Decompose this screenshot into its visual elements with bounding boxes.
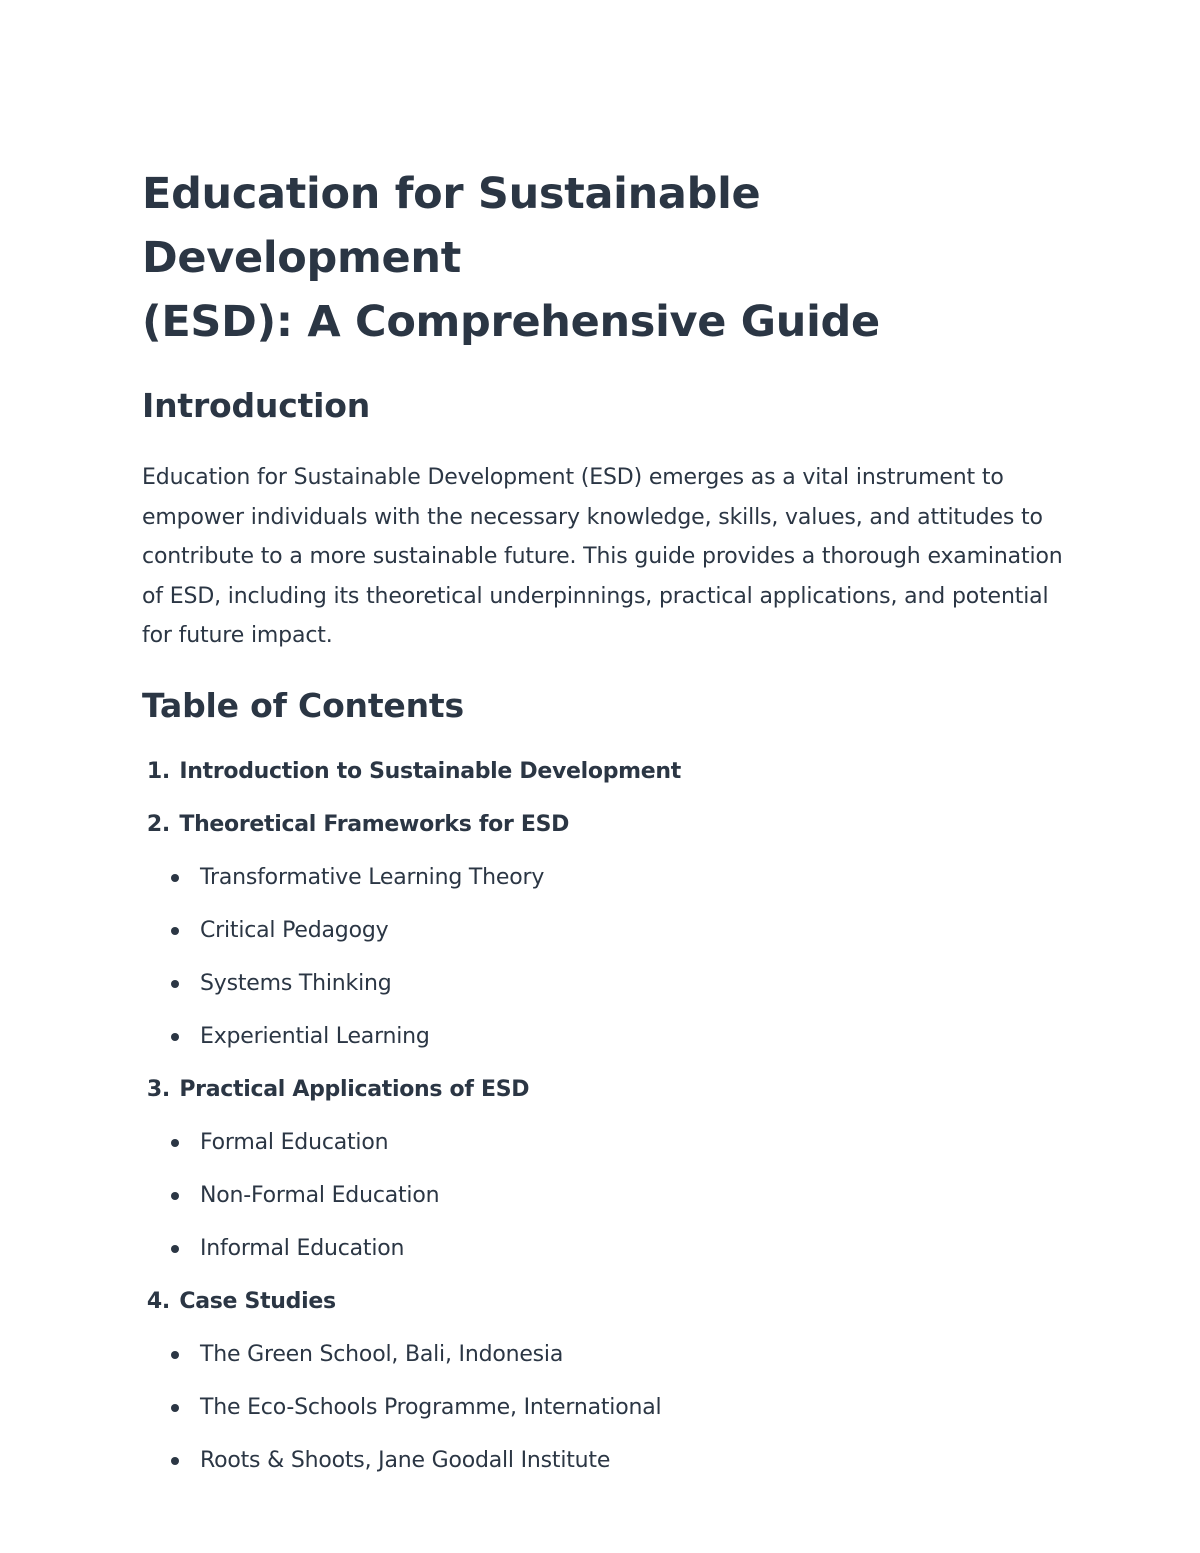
title-line-2: (ESD): A Comprehensive Guide xyxy=(142,297,880,347)
document-page xyxy=(142,162,1072,1496)
toc-sublist xyxy=(142,860,1072,1072)
toc-subitem-label: Roots & Shoots, Jane Goodall Institute xyxy=(200,1447,611,1473)
introduction-heading: Introduction xyxy=(142,386,371,425)
toc-subitem xyxy=(142,966,1072,1019)
bullet-icon xyxy=(171,874,179,882)
bullet-icon xyxy=(171,1192,179,1200)
toc-subitem-label: The Green School, Bali, Indonesia xyxy=(200,1341,564,1367)
toc-subitem-label: Experiential Learning xyxy=(200,1023,430,1049)
bullet-icon xyxy=(171,1457,179,1465)
bullet-icon xyxy=(171,927,179,935)
toc-item xyxy=(142,1284,1072,1496)
toc-subitem xyxy=(142,1390,1072,1443)
toc-subitem xyxy=(142,1443,1072,1496)
bullet-icon xyxy=(171,1245,179,1253)
toc-sublist xyxy=(142,1125,1072,1284)
toc-item-label: Practical Applications of ESD xyxy=(179,1076,530,1102)
bullet-icon xyxy=(171,1139,179,1147)
bullet-icon xyxy=(171,1404,179,1412)
toc-item xyxy=(142,754,1072,807)
toc-item-heading xyxy=(142,1284,1072,1337)
toc-subitem-label: Non-Formal Education xyxy=(200,1182,440,1208)
toc-subitem-label: Systems Thinking xyxy=(200,970,392,996)
toc-item-number: 2. xyxy=(146,811,170,837)
toc-subitem-label: The Eco-Schools Programme, International xyxy=(200,1394,662,1420)
toc-subitem xyxy=(142,1125,1072,1178)
table-of-contents xyxy=(142,754,1072,1496)
introduction-paragraph: Education for Sustainable Development (ESD) emerges as a vital instrument to empower individuals with the necessary knowledge, skills, values, and attitudes to contribute to a more sustainable future. This guide provides a thorough examination of ESD, including its theoretical underpinnings, practical applications, and potential for future impact. xyxy=(142,465,1063,649)
toc-subitem-label: Informal Education xyxy=(200,1235,405,1261)
toc-item-heading xyxy=(142,1072,1072,1125)
toc-item xyxy=(142,807,1072,1072)
toc-subitem-label: Transformative Learning Theory xyxy=(200,864,545,890)
toc-subitem xyxy=(142,1231,1072,1284)
toc-item xyxy=(142,1072,1072,1284)
toc-subitem xyxy=(142,1178,1072,1231)
toc-subitem xyxy=(142,913,1072,966)
document-title xyxy=(142,162,1072,354)
toc-subitem xyxy=(142,1337,1072,1390)
toc-subitem xyxy=(142,1019,1072,1072)
toc-item-label: Case Studies xyxy=(179,1288,336,1314)
bullet-icon xyxy=(171,1033,179,1041)
toc-item-heading xyxy=(142,754,1072,807)
toc-subitem-label: Formal Education xyxy=(200,1129,389,1155)
bullet-icon xyxy=(171,980,179,988)
title-line-1: Education for Sustainable Development xyxy=(142,169,761,283)
toc-sublist xyxy=(142,1337,1072,1496)
toc-item-label: Introduction to Sustainable Development xyxy=(179,758,681,784)
toc-item-number: 3. xyxy=(146,1076,170,1102)
toc-item-number: 1. xyxy=(146,758,170,784)
bullet-icon xyxy=(171,1351,179,1359)
toc-item-heading xyxy=(142,807,1072,860)
toc-heading: Table of Contents xyxy=(142,685,464,725)
toc-subitem-label: Critical Pedagogy xyxy=(200,917,389,943)
toc-item-label: Theoretical Frameworks for ESD xyxy=(179,811,570,837)
toc-subitem xyxy=(142,860,1072,913)
toc-item-number: 4. xyxy=(146,1288,170,1314)
